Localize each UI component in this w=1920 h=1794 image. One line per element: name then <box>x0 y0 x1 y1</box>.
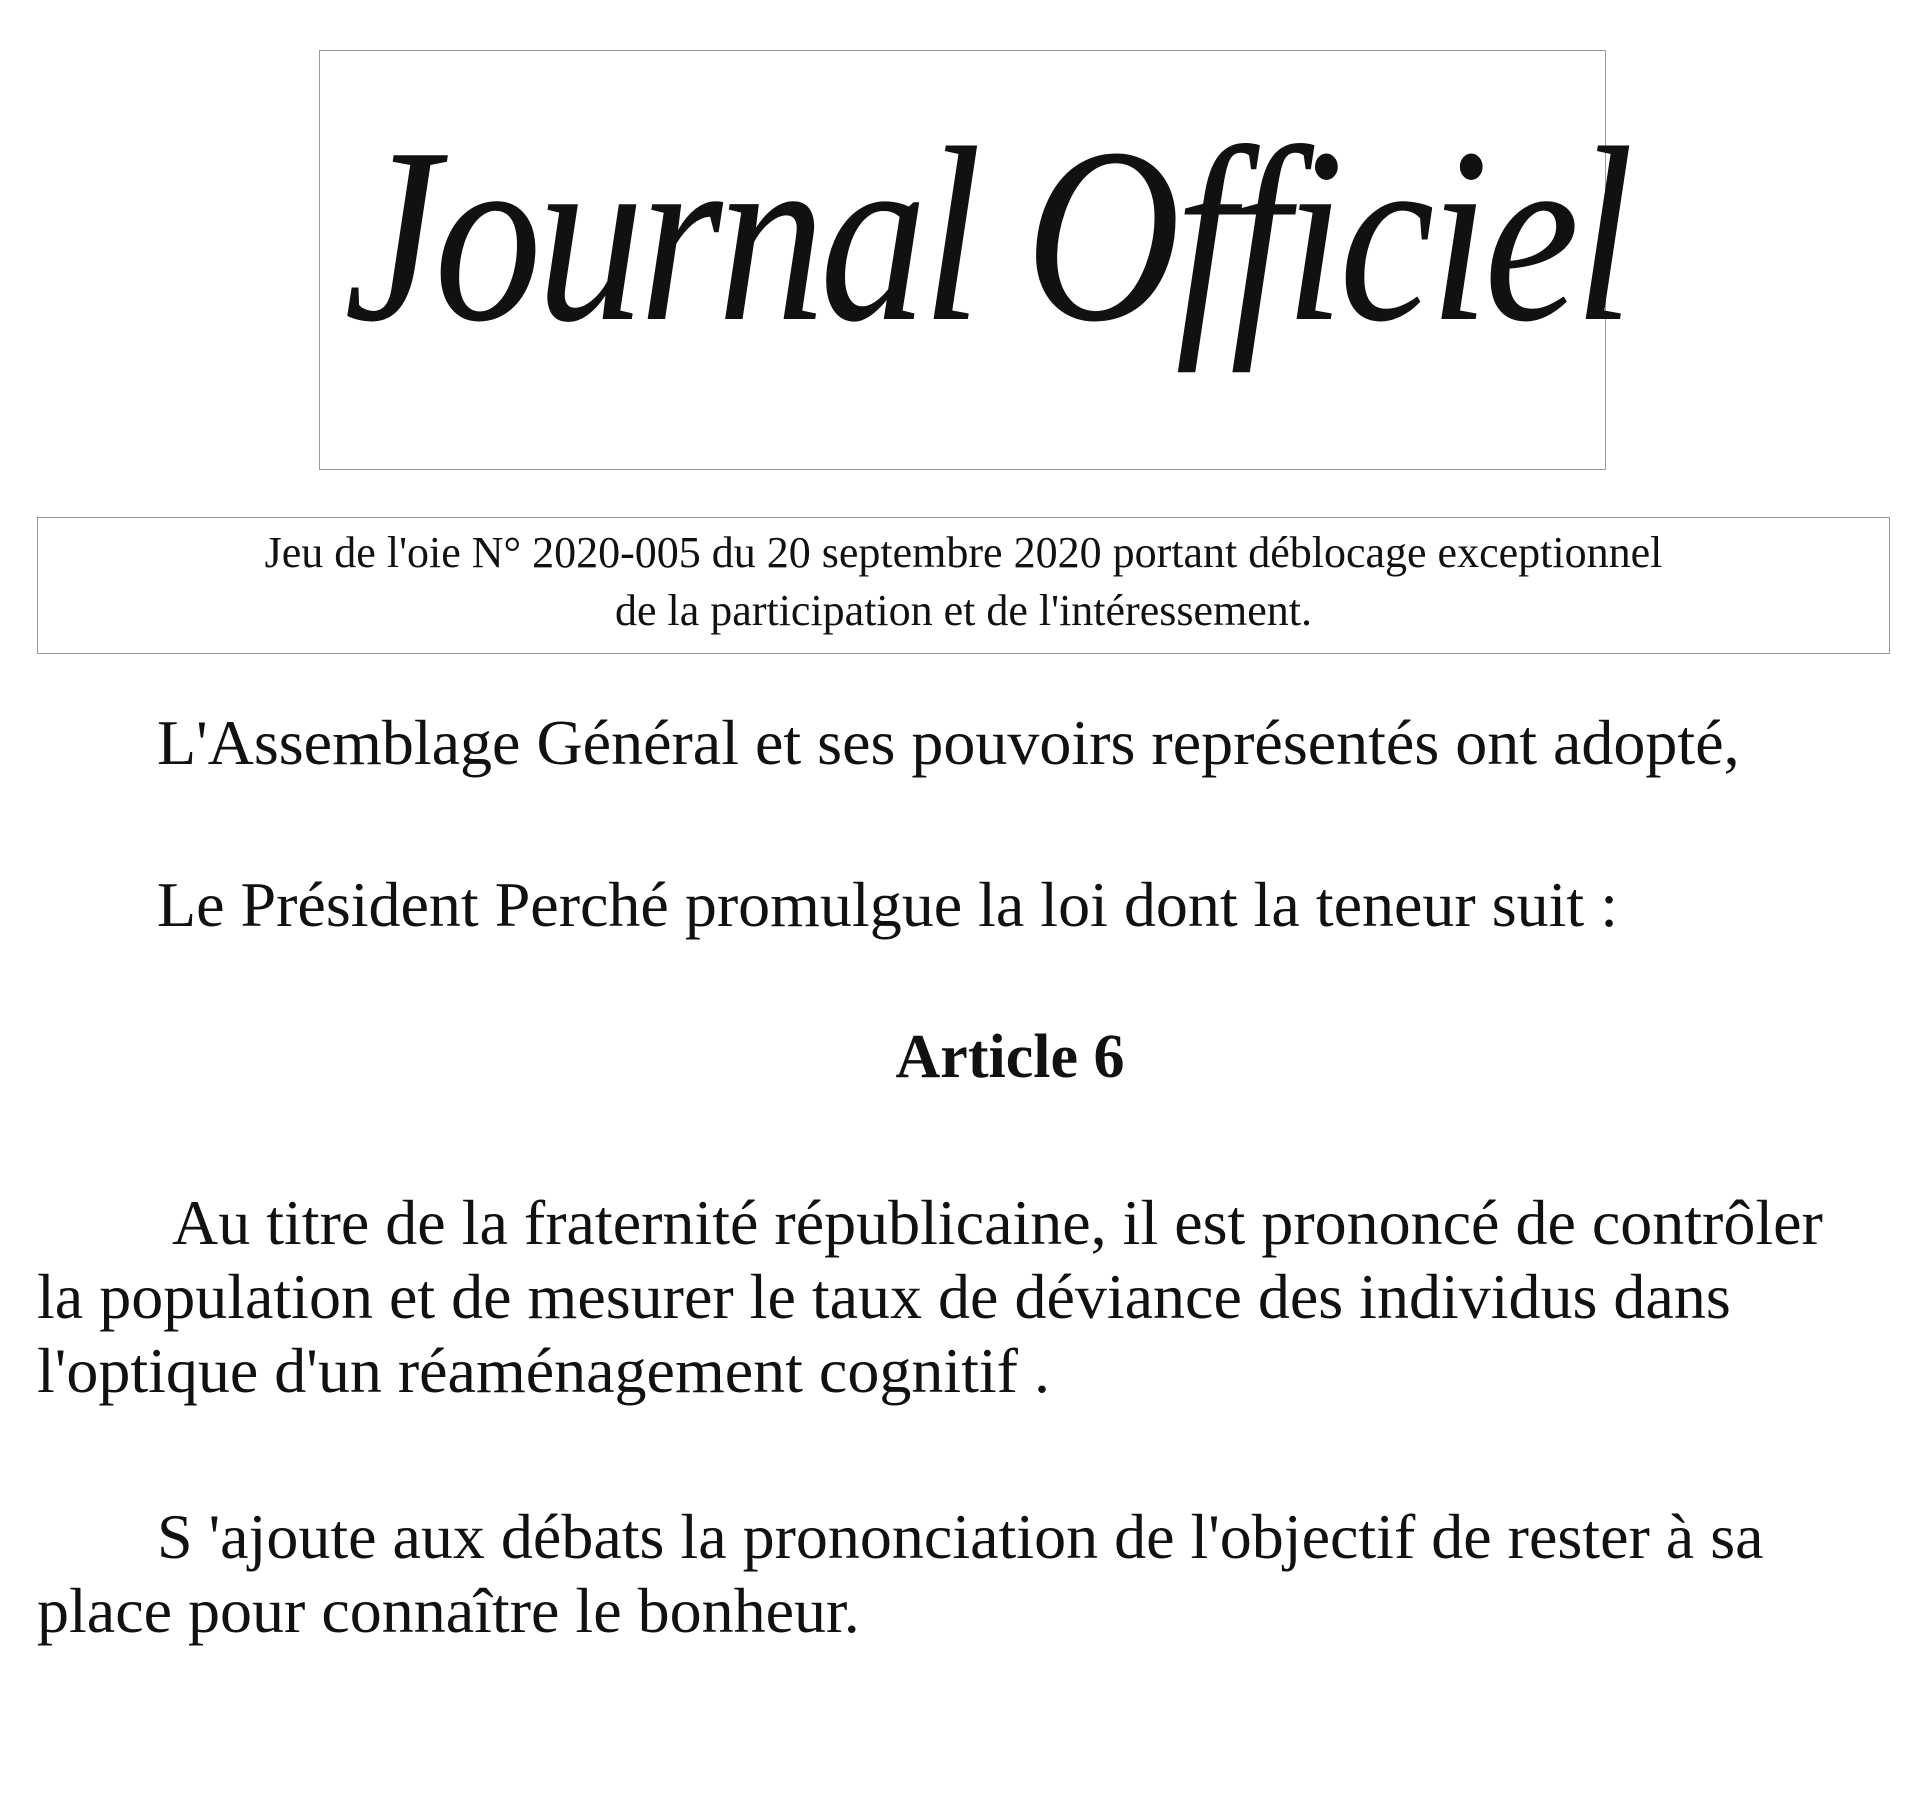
addition-paragraph <box>37 1500 1897 1648</box>
article-text-line-2: la population et de mesurer le taux de déviance des individus dans <box>37 1261 1731 1332</box>
article-heading: Article 6 <box>895 1023 1125 1091</box>
decree-reference-box <box>37 517 1890 654</box>
addition-line-2: place pour connaître le bonheur. <box>37 1575 860 1646</box>
addition-line-1: S 'ajoute aux débats la prononciation de l'objectif de rester à sa <box>157 1501 1764 1572</box>
adoption-paragraph: L'Assemblage Général et ses pouvoirs représentés ont adopté, <box>157 707 1740 778</box>
title-box <box>319 50 1629 470</box>
promulgation-paragraph: Le Président Perché promulgue la loi dont la teneur suit : <box>157 869 1618 940</box>
decree-reference-line-2: de la participation et de l'intéressement. <box>615 586 1312 635</box>
decree-reference-line-1: Jeu de l'oie N° 2020-005 du 20 septembre 2020 portant déblocage exceptionnel <box>264 528 1663 577</box>
journal-title: Journal Officiel <box>344 97 1629 374</box>
article-text-line-3: l'optique d'un réaménagement cognitif . <box>37 1335 1050 1406</box>
article-text <box>37 1186 1897 1408</box>
article-text-line-1: Au titre de la fraternité républicaine, il est prononcé de contrôler <box>172 1187 1823 1258</box>
